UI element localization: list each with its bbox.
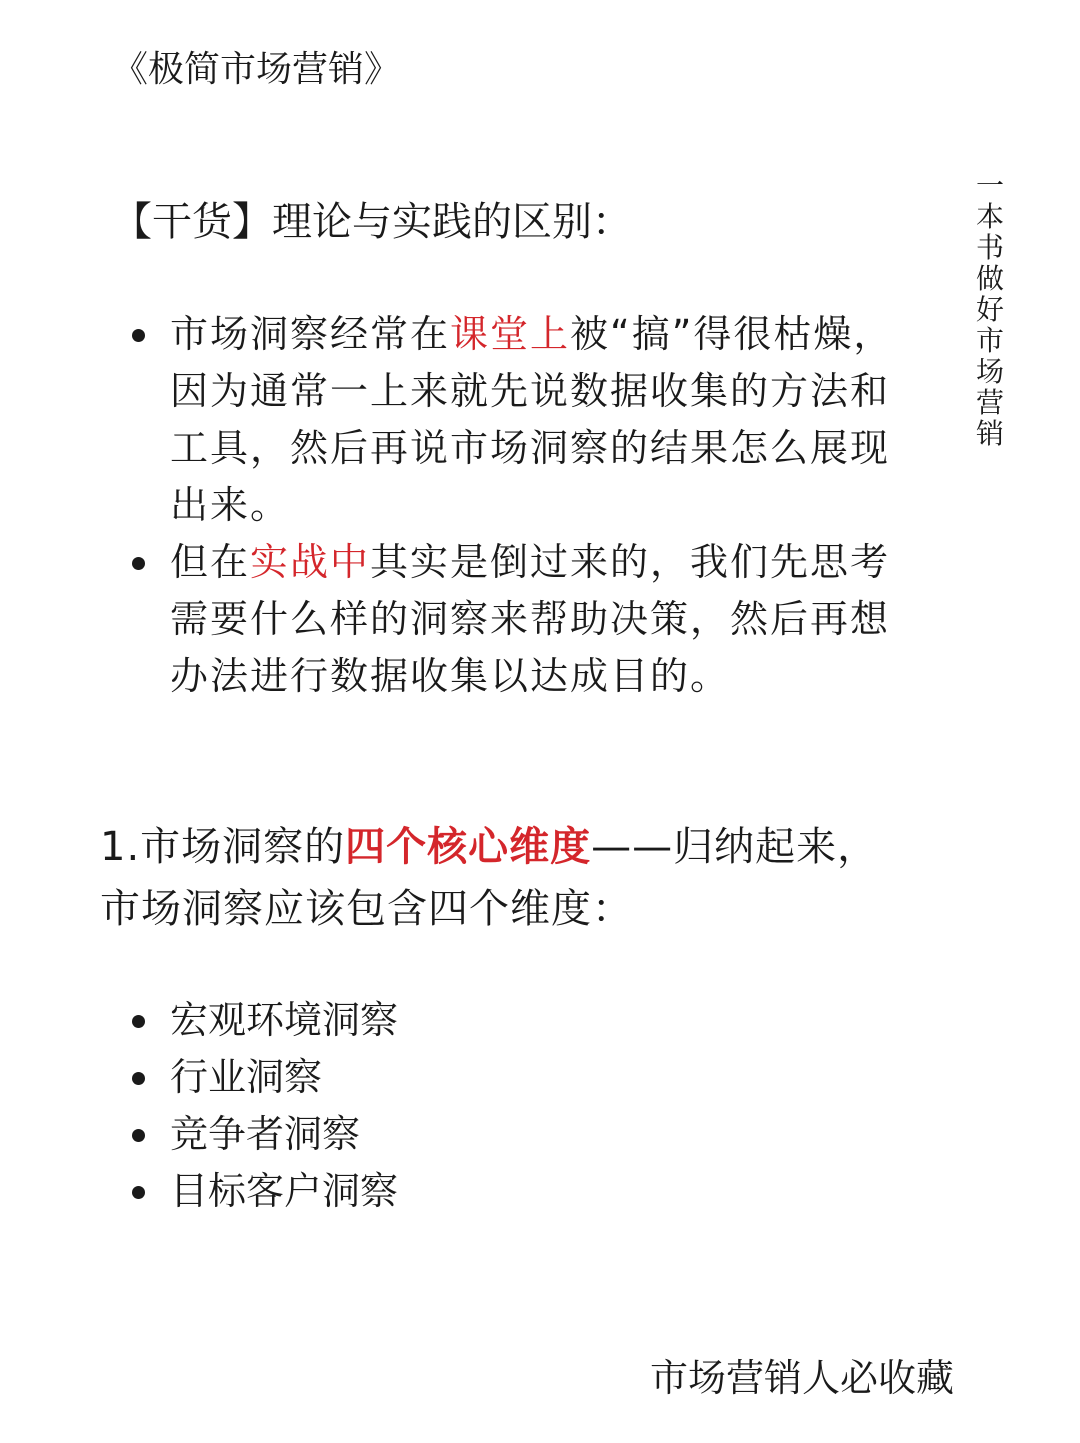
dimension-label: 宏观环境洞察 [170,998,399,1042]
bullet-highlight: 课堂上 [450,312,571,356]
list-item [170,1106,870,1163]
dimension-heading-prefix: 1.市场洞察的 [100,824,346,870]
list-item [170,534,905,705]
dimension-label: 竞争者洞察 [170,1112,361,1156]
bullet-text: 市场洞察经常在 [170,312,451,356]
dimension-heading [100,816,910,940]
footer-note: 市场营销人必收藏 [650,1356,955,1400]
dimension-label: 行业洞察 [170,1055,323,1099]
bullet-dot-icon [132,1129,145,1142]
dimension-heading-suffix: ——归纳起来，市场洞察应该包含四个维度： [100,824,879,932]
dimension-label: 目标客户洞察 [170,1169,399,1213]
bullet-text: 其实是倒过来的，我们先思考需要什么样的洞察来帮助决策，然后再想办法进行数据收集以达成目的。 [170,540,891,698]
list-item [170,992,870,1049]
bullet-dot-icon [132,329,145,342]
bullet-dot-icon [132,1072,145,1085]
bullet-dot-icon [132,557,145,570]
bullet-dot-icon [132,1186,145,1199]
dimension-heading-highlight: 四个核心维度 [345,824,592,870]
comparison-bullet-list [170,306,905,705]
dimension-list [170,992,870,1220]
bullet-text: 但在 [170,540,251,584]
bullet-dot-icon [132,1015,145,1028]
section-heading: 【干货】理论与实践的区别： [112,199,632,245]
bullet-highlight: 实战中 [250,540,371,584]
side-vertical-label: 一本书做好市场营销 [975,169,1004,450]
list-item [170,1163,870,1220]
list-item [170,306,905,534]
bullet-text: 被“搞”得很枯燥，因为通常一上来就先说数据收集的方法和工具，然后再说市场洞察的结果怎么展现出来。 [170,312,894,527]
book-title: 《极简市场营销》 [112,49,401,90]
list-item [170,1049,870,1106]
